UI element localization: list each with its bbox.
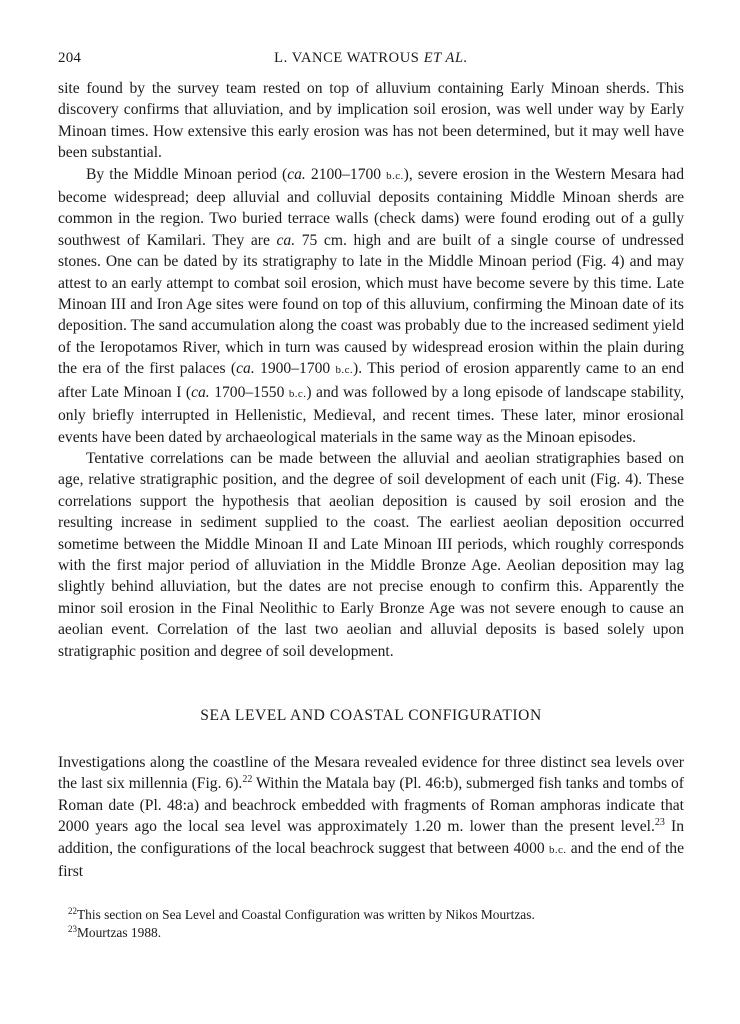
footnote-text-23: Mourtzas 1988.: [77, 925, 162, 941]
running-title-author: L. VANCE WATROUS: [274, 50, 420, 66]
running-title: [58, 48, 684, 68]
p2-ca-2: ca.: [276, 231, 296, 249]
s1-text-b: Within the Matala bay (Pl. 46:b), submerged fish tanks and tombs of Roman date (Pl. 48:a) and beachrock embedded with fragments of Roman amphoras indicate that 2000 years ago the local sea level was approximately 1.20 m. lower than the present level.: [58, 775, 685, 836]
p2-text-e: 1900–1700: [254, 360, 336, 378]
s1-text-d: and the end of the first: [58, 839, 684, 880]
footnote-mark-22: 22: [68, 906, 77, 917]
running-head: [58, 48, 684, 72]
paragraph-1: site found by the survey team rested on top of alluvium containing Early Minoan sherds. This discovery confirms that alluviation, and by implication soil erosion, was well under way by Early Minoan times. How extensive this early erosion was has not been determined, but it may well have been substantial.: [58, 80, 684, 162]
p2-text-d: 75 cm. high and are built of a single course of undressed stones. One can be dated by its stratigraphy to late in the Middle Minoan period (Fig. 4) and may attest to an early attempt to combat soil erosion, which must have become severe by this time. Late Minoan III and Iron Age sites were found on top of this alluvium, confirming the Minoan date of its deposition. The sand accumulation along the coast was probably due to the increased sediment yield of the Ieropotamos River, which in turn was caused by widespread erosion within the plain during the era of the first palaces (: [58, 231, 684, 378]
footnote-ref-23[interactable]: 23: [654, 817, 665, 829]
section-paragraph-1: [58, 752, 684, 882]
p2-text-a: By the Middle Minoan period (: [86, 165, 288, 183]
section-heading: SEA LEVEL AND COASTAL CONFIGURATION: [200, 706, 542, 724]
p2-bc-2: b.c.: [335, 364, 353, 377]
page-number: 204: [58, 50, 82, 66]
running-title-etal: ET AL.: [423, 50, 468, 66]
footnote-mark-23: 23: [68, 924, 77, 935]
p2-text-c: ), severe erosion in the Western Mesara had become widespread; deep alluvial and colluvial deposits containing Middle Minoan sherds are common in the region. Two buried terrace walls (check dams) were found eroding out of a gully southwest of Kamilari. They are: [58, 165, 685, 249]
p2-bc-3: b.c.: [288, 387, 307, 400]
s1-text-a: Investigations along the coastline of the Mesara revealed evidence for three distinct sea levels over the last six millennia (Fig. 6).: [58, 753, 684, 793]
footnotes: [58, 906, 684, 942]
p2-text-b: 2100–1700: [305, 165, 387, 183]
p2-text-f: ). This period of erosion apparently came to an end after Late Minoan I (: [58, 360, 685, 401]
p2-ca-3: ca.: [236, 360, 255, 378]
paragraph-2: [58, 164, 684, 448]
footnote-text-22: This section on Sea Level and Coastal Configuration was written by Nikos Mourtzas.: [77, 907, 535, 923]
footnote-ref-22[interactable]: 22: [242, 774, 253, 786]
p2-bc-1: b.c.: [386, 169, 404, 182]
s1-bc: b.c.: [548, 843, 567, 856]
body-text: [58, 78, 684, 882]
footnote-22: [68, 906, 684, 924]
p2-text-g: 1700–1550: [209, 383, 289, 401]
p2-ca-1: ca.: [287, 165, 306, 183]
s1-text-c: In addition, the configurations of the local beachrock suggest that between 4000: [58, 818, 685, 857]
page: [58, 48, 684, 942]
p2-text-h: ) and was followed by a long episode of landscape stability, only briefly interrupted in Hellenistic, Medieval, and recent times. These later, minor erosional events have been dated by archaeological materials in the same way as the Minoan episodes.: [58, 383, 685, 446]
p2-ca-4: ca.: [191, 383, 210, 401]
footnote-23: [68, 924, 684, 942]
paragraph-3: Tentative correlations can be made between the alluvial and aeolian stratigraphies based on age, relative stratigraphic position, and the degree of soil development of each unit (Fig. 4). These correlations support the hypothesis that aeolian deposition is caused by soil erosion and the resulting increase in sediment supplied to the coast. The earliest aeolian deposition occurred sometime between the Middle Minoan II and Late Minoan III periods, which roughly corresponds with the first major period of alluviation in the Middle Bronze Age. Aeolian deposition may lag slightly behind alluviation, but the dates are not precise enough to confirm this. Apparently the minor soil erosion in the Final Neolithic to Early Bronze Age was not severe enough to cause an aeolian event. Correlation of the last two aeolian and alluvial deposits is based solely upon stratigraphic position and degree of soil development.: [58, 449, 684, 660]
